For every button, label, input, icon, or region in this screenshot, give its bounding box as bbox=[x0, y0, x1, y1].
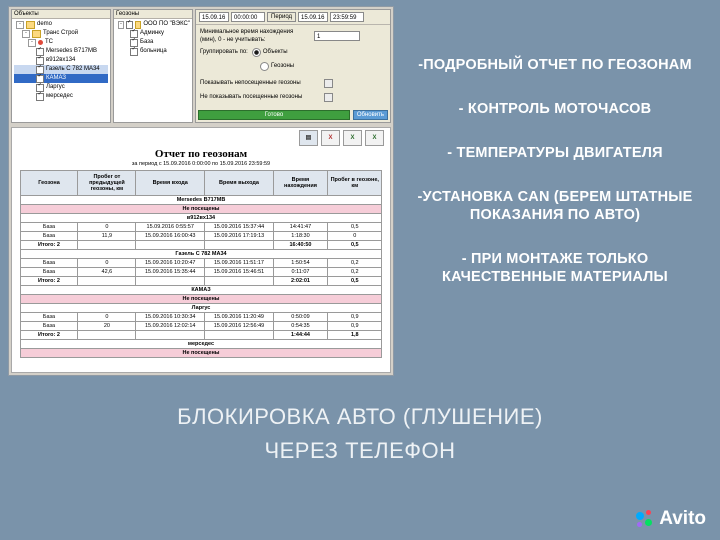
tree-item[interactable] bbox=[14, 47, 108, 56]
cell-entry-time: 15.09.2016 16:00:43 bbox=[136, 232, 205, 241]
table-row bbox=[20, 223, 382, 232]
group-by-row-2 bbox=[200, 61, 386, 72]
tree-item[interactable] bbox=[14, 56, 108, 65]
table-row bbox=[20, 340, 382, 349]
period-button[interactable]: Период bbox=[267, 12, 296, 22]
min-time-input[interactable]: 1 bbox=[314, 31, 360, 41]
cell-prev-mileage: 0 bbox=[78, 313, 136, 322]
cell-exit-time bbox=[205, 331, 274, 340]
geozones-panel bbox=[113, 9, 193, 123]
status-bar bbox=[196, 108, 390, 122]
table-row bbox=[20, 349, 382, 358]
checkbox[interactable] bbox=[324, 93, 333, 102]
expand-icon[interactable]: - bbox=[28, 39, 36, 47]
avito-label: Avito bbox=[659, 508, 706, 529]
col-exit-time: Время выхода bbox=[205, 171, 274, 196]
tree-item-label: База bbox=[140, 39, 154, 45]
tree-item-label: больница bbox=[140, 48, 167, 54]
table-row-total bbox=[20, 241, 382, 250]
group-option-label: Геозоны bbox=[271, 63, 295, 69]
show-unvisited-label: Показывать непосещенные геозоны bbox=[200, 80, 301, 86]
group-option-geozones[interactable] bbox=[260, 61, 294, 72]
table-row-total bbox=[20, 331, 382, 340]
table-row bbox=[20, 268, 382, 277]
checkbox[interactable] bbox=[126, 21, 133, 29]
tree-item-label: demo bbox=[37, 21, 53, 27]
cell-geozone: База bbox=[20, 268, 78, 277]
export-x-icon[interactable]: X bbox=[343, 130, 362, 146]
table-row bbox=[20, 313, 382, 322]
cell-exit-time: 15.09.2016 17:19:13 bbox=[205, 232, 274, 241]
tree-item[interactable] bbox=[14, 20, 108, 29]
cell-entry-time: 15.09.2016 0:55:57 bbox=[136, 223, 205, 232]
vehicle-group-label: в912вх134 bbox=[20, 214, 382, 223]
feature-line-4: -УСТАНОВКА CAN (БЕРЕМ ШТАТНЫЕ ПОКАЗАНИЯ ПО АВТО) bbox=[417, 189, 693, 223]
table-row bbox=[20, 259, 382, 268]
tree-item[interactable] bbox=[14, 65, 108, 74]
not-visited-label: Не посещены bbox=[20, 205, 382, 214]
table-row bbox=[20, 196, 382, 205]
cell-mileage: 0 bbox=[328, 232, 382, 241]
cell-exit-time: 15.09.2016 11:20:49 bbox=[205, 313, 274, 322]
tree-item-label: Газель С 782 МА34 bbox=[46, 66, 100, 72]
time-from-input[interactable]: 00:00:00 bbox=[231, 12, 265, 22]
tree-item-label: ООО ПО "ВЭКС" bbox=[143, 21, 190, 27]
not-visited-label: Не посещены bbox=[20, 349, 382, 358]
tree-item[interactable] bbox=[116, 38, 190, 47]
table-row-total bbox=[20, 277, 382, 286]
report-parameters-panel bbox=[195, 9, 391, 123]
table-row bbox=[20, 205, 382, 214]
cell-entry-time: 15.09.2016 10:20:47 bbox=[136, 259, 205, 268]
tree-item-label: Транс Строй bbox=[43, 30, 79, 36]
headline-line-1: БЛОКИРОВКА АВТО (ГЛУШЕНИЕ) bbox=[177, 404, 543, 429]
report-title: Отчет по геозонам bbox=[154, 148, 248, 160]
tree-item-label: в912вх134 bbox=[46, 57, 76, 63]
tree-item[interactable] bbox=[14, 38, 108, 47]
cell-exit-time: 15.09.2016 11:51:17 bbox=[205, 259, 274, 268]
checkbox[interactable] bbox=[324, 79, 333, 88]
expand-icon[interactable]: - bbox=[118, 21, 124, 29]
cell-mileage: 0,5 bbox=[328, 277, 382, 286]
cell-exit-time: 15.09.2016 12:56:49 bbox=[205, 322, 274, 331]
cell-prev-mileage bbox=[78, 331, 136, 340]
cell-mileage: 0,9 bbox=[328, 313, 382, 322]
objects-tree[interactable] bbox=[12, 19, 110, 102]
group-option-objects[interactable] bbox=[252, 47, 288, 58]
geozones-panel-header: Геозоны bbox=[114, 10, 192, 19]
parameters-form bbox=[196, 25, 390, 109]
tree-item-label: КАМАЗ bbox=[46, 75, 67, 81]
cell-duration: 16:40:50 bbox=[273, 241, 327, 250]
cell-entry-time: 15.09.2016 15:35:44 bbox=[136, 268, 205, 277]
min-time-row bbox=[200, 28, 386, 44]
cell-total-label: Итого: 2 bbox=[20, 331, 78, 340]
time-to-input[interactable]: 23:59:59 bbox=[330, 12, 364, 22]
tree-item-label: Ларгус bbox=[46, 84, 65, 90]
cell-exit-time bbox=[205, 277, 274, 286]
tree-item-selected[interactable] bbox=[14, 74, 108, 83]
cell-total-label: Итого: 2 bbox=[20, 241, 78, 250]
col-entry-time: Время входа bbox=[136, 171, 205, 196]
cell-mileage: 0,5 bbox=[328, 241, 382, 250]
objects-panel bbox=[11, 9, 111, 123]
vehicle-group-label: Ларгус bbox=[20, 304, 382, 313]
date-to-input[interactable]: 15.09.16 bbox=[298, 12, 328, 22]
hide-visited-row[interactable] bbox=[200, 92, 386, 103]
cell-exit-time bbox=[205, 241, 274, 250]
tree-item-label: мерседес bbox=[46, 93, 73, 99]
radio-icon[interactable] bbox=[260, 62, 269, 71]
group-by-label: Группировать по: bbox=[200, 49, 248, 55]
cell-prev-mileage: 11,9 bbox=[78, 232, 136, 241]
table-row bbox=[20, 286, 382, 295]
report-view bbox=[11, 127, 391, 373]
cell-duration: 0:11:07 bbox=[273, 268, 327, 277]
report-subtitle: за период с 15.09.2016 0:00:00 по 15.09.2016 23:59:59 bbox=[131, 161, 271, 167]
cell-prev-mileage: 42,6 bbox=[78, 268, 136, 277]
col-duration: Время нахождения bbox=[273, 171, 327, 196]
table-row bbox=[20, 232, 382, 241]
print-icon[interactable]: ▤ bbox=[299, 130, 318, 146]
cell-duration: 14:41:47 bbox=[273, 223, 327, 232]
tree-item[interactable] bbox=[14, 83, 108, 92]
folder-icon bbox=[26, 21, 35, 29]
checkbox[interactable] bbox=[36, 57, 44, 65]
col-geozone: Геозона bbox=[20, 171, 78, 196]
cell-duration: 2:02:01 bbox=[273, 277, 327, 286]
cell-prev-mileage: 0 bbox=[78, 259, 136, 268]
table-header-row bbox=[20, 171, 382, 196]
tree-item-label: ТС bbox=[45, 39, 53, 45]
show-unvisited-row[interactable] bbox=[200, 78, 386, 89]
avito-watermark bbox=[636, 508, 706, 530]
radio-icon[interactable] bbox=[252, 48, 261, 57]
cell-entry-time bbox=[136, 277, 205, 286]
ready-status: Готово bbox=[198, 110, 350, 120]
vehicle-group-label: Газель С 782 МА34 bbox=[20, 250, 382, 259]
export-x-icon[interactable]: X bbox=[365, 130, 384, 146]
cell-total-label: Итого: 2 bbox=[20, 277, 78, 286]
cell-entry-time: 15.09.2016 12:02:14 bbox=[136, 322, 205, 331]
cell-duration: 1:44:44 bbox=[273, 331, 327, 340]
cell-mileage: 0,2 bbox=[328, 268, 382, 277]
cell-duration: 0:50:09 bbox=[273, 313, 327, 322]
cell-prev-mileage: 20 bbox=[78, 322, 136, 331]
expand-icon[interactable]: - bbox=[22, 30, 30, 38]
cell-entry-time: 15.09.2016 10:30:34 bbox=[136, 313, 205, 322]
marketing-feature-list bbox=[398, 56, 712, 312]
tree-item[interactable] bbox=[116, 29, 190, 38]
table-row bbox=[20, 295, 382, 304]
vehicle-group-label: КАМАЗ bbox=[20, 286, 382, 295]
report-table bbox=[20, 170, 383, 358]
cell-prev-mileage: 0 bbox=[78, 223, 136, 232]
tree-item-label: Админку bbox=[140, 30, 164, 36]
tree-item[interactable] bbox=[116, 20, 190, 29]
checkbox[interactable] bbox=[130, 39, 138, 47]
cell-entry-time bbox=[136, 331, 205, 340]
folder-icon bbox=[135, 21, 141, 29]
cell-exit-time: 15.09.2016 15:37:44 bbox=[205, 223, 274, 232]
headline-line-2: ЧЕРЕЗ ТЕЛЕФОН bbox=[264, 438, 456, 463]
vehicle-group-label: мерседес bbox=[20, 340, 382, 349]
feature-line-1: -ПОДРОБНЫЙ ОТЧЕТ ПО ГЕОЗОНАМ bbox=[418, 57, 692, 73]
min-time-label: Минимальное время нахождения (мин), 0 - не учитывать: bbox=[200, 29, 294, 43]
hide-visited-label: Не показывать посещенные геозоны bbox=[200, 94, 303, 100]
status-dot-icon bbox=[38, 40, 43, 45]
cell-geozone: База bbox=[20, 223, 78, 232]
checkbox[interactable] bbox=[36, 66, 44, 74]
marketing-headline bbox=[0, 400, 720, 468]
report-toolbar bbox=[12, 128, 390, 146]
table-row bbox=[20, 250, 382, 259]
checkbox[interactable] bbox=[36, 84, 44, 92]
export-x-icon[interactable]: X bbox=[321, 130, 340, 146]
group-option-label: Объекты bbox=[262, 49, 288, 55]
expand-icon[interactable]: - bbox=[16, 21, 24, 29]
cell-prev-mileage bbox=[78, 241, 136, 250]
tree-item[interactable] bbox=[14, 92, 108, 101]
vehicle-group-label: Mersedes B717MB bbox=[20, 196, 382, 205]
col-mileage-in-zone: Пробег в геозоне, км bbox=[328, 171, 382, 196]
cell-geozone: База bbox=[20, 313, 78, 322]
table-row bbox=[20, 214, 382, 223]
avito-logo-icon bbox=[636, 510, 655, 529]
cell-exit-time: 15.09.2016 15:46:51 bbox=[205, 268, 274, 277]
checkbox[interactable] bbox=[130, 30, 138, 38]
checkbox[interactable] bbox=[36, 93, 44, 101]
group-by-row bbox=[200, 47, 386, 58]
feature-line-5: - ПРИ МОНТАЖЕ ТОЛЬКО КАЧЕСТВЕННЫЕ МАТЕРИАЛЫ bbox=[442, 251, 668, 285]
cell-prev-mileage bbox=[78, 277, 136, 286]
cell-entry-time bbox=[136, 241, 205, 250]
feature-line-3: - ТЕМПЕРАТУРЫ ДВИГАТЕЛЯ bbox=[447, 145, 663, 161]
cell-duration: 1:18:30 bbox=[273, 232, 327, 241]
cell-mileage: 1,8 bbox=[328, 331, 382, 340]
tree-item[interactable] bbox=[116, 47, 190, 56]
folder-icon bbox=[32, 30, 41, 38]
gps-report-application bbox=[8, 6, 394, 376]
not-visited-label: Не посещены bbox=[20, 295, 382, 304]
checkbox[interactable] bbox=[36, 48, 44, 56]
cell-geozone: База bbox=[20, 232, 78, 241]
cell-mileage: 0,9 bbox=[328, 322, 382, 331]
feature-line-2: - КОНТРОЛЬ МОТОЧАСОВ bbox=[458, 101, 652, 117]
cell-duration: 1:50:54 bbox=[273, 259, 327, 268]
table-row bbox=[20, 322, 382, 331]
objects-panel-header: Объекты bbox=[12, 10, 110, 19]
refresh-button[interactable]: Обновить bbox=[353, 110, 388, 120]
cell-mileage: 0,2 bbox=[328, 259, 382, 268]
cell-geozone: База bbox=[20, 322, 78, 331]
tree-item-label: Mersedes B717MB bbox=[46, 48, 98, 54]
date-toolbar bbox=[196, 10, 390, 25]
table-row bbox=[20, 304, 382, 313]
cell-duration: 0:54:35 bbox=[273, 322, 327, 331]
cell-mileage: 0,5 bbox=[328, 223, 382, 232]
col-prev-mileage: Пробег от предыдущей геозоны, км bbox=[78, 171, 136, 196]
tree-item[interactable] bbox=[14, 29, 108, 38]
geozones-tree[interactable] bbox=[114, 19, 192, 57]
date-from-input[interactable]: 15.09.16 bbox=[199, 12, 229, 22]
checkbox[interactable] bbox=[130, 48, 138, 56]
top-panels bbox=[9, 7, 393, 125]
cell-geozone: База bbox=[20, 259, 78, 268]
checkbox[interactable] bbox=[36, 75, 44, 83]
